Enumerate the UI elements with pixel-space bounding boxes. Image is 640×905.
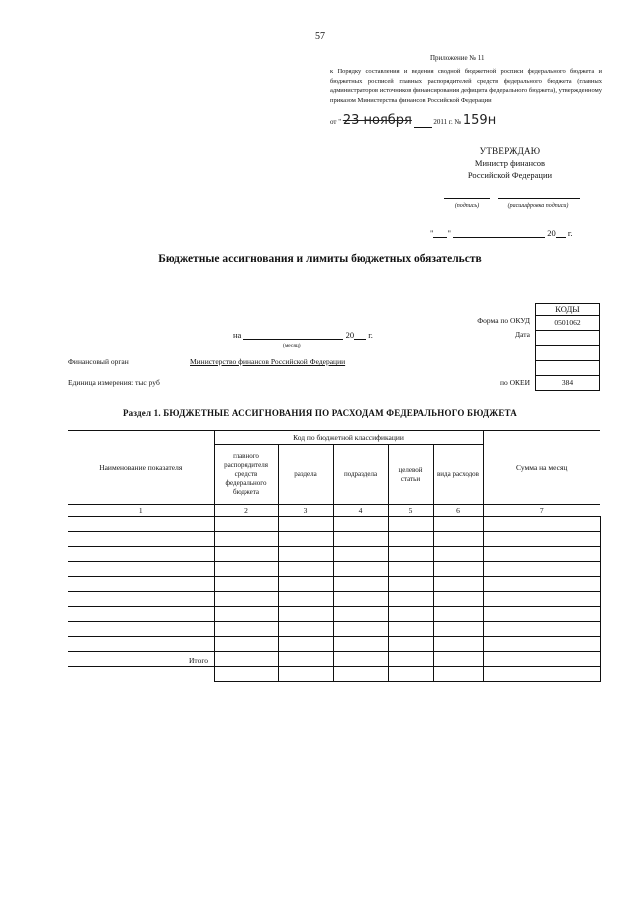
assignments-table	[68, 430, 601, 682]
table-cell	[278, 592, 333, 607]
table-cell	[278, 532, 333, 547]
order-year: 2011 г. №	[433, 118, 462, 126]
table-cell	[333, 547, 388, 562]
total-label: Итого	[189, 656, 208, 665]
table-cell	[214, 637, 278, 652]
table-cell	[333, 607, 388, 622]
date-suffix: г.	[567, 228, 573, 238]
okud-code: 0501062	[536, 316, 599, 331]
table-cell	[388, 622, 433, 637]
table-row	[68, 517, 600, 532]
table-cell	[433, 652, 483, 667]
table-cell	[388, 532, 433, 547]
approval-organization: Российской Федерации	[467, 170, 553, 180]
table-cell	[333, 517, 388, 532]
col-number: 6	[433, 505, 483, 517]
col-number: 5	[388, 505, 433, 517]
signature-caption: (подпись)	[454, 203, 480, 209]
table-cell	[68, 637, 214, 652]
fin-organ-label: Финансовый орган	[68, 357, 129, 366]
table-cell	[483, 652, 600, 667]
approval-title: УТВЕРЖДАЮ	[479, 146, 541, 156]
unit-label: Единица измерения: тыс руб	[68, 378, 160, 387]
table-cell	[433, 517, 483, 532]
table-cell	[214, 652, 278, 667]
approval-position: Министр финансов	[474, 158, 546, 168]
col-main-manager-header: главного распорядителя средств федерального бюджета	[214, 445, 278, 505]
table-cell	[433, 622, 483, 637]
table-cell	[278, 562, 333, 577]
month-blank	[453, 228, 545, 238]
table-row	[68, 547, 600, 562]
okei-label: по ОКЕИ	[499, 378, 530, 387]
order-date-handwritten: 23 ноября	[342, 113, 412, 128]
document-title: Бюджетные ассигнования и лимиты бюджетных обязательств	[158, 253, 482, 265]
order-date-blank	[414, 127, 432, 128]
decoding-caption: (расшифровка подписи)	[507, 203, 569, 209]
order-prefix: от "	[330, 118, 342, 126]
table-cell	[483, 517, 600, 532]
table-cell	[333, 532, 388, 547]
table-cell	[433, 637, 483, 652]
table-row	[68, 637, 600, 652]
order-number-handwritten: 159н	[462, 113, 497, 128]
section-title: Раздел 1. БЮДЖЕТНЫЕ АССИГНОВАНИЯ ПО РАСХОДАМ ФЕДЕРАЛЬНОГО БЮДЖЕТА	[122, 408, 518, 418]
period-month-blank	[243, 330, 343, 340]
code-cell-3	[536, 346, 599, 361]
table-cell	[68, 517, 214, 532]
col-expense-type-header: вида расходов	[433, 445, 483, 505]
table-cell	[278, 547, 333, 562]
table-cell	[388, 652, 433, 667]
table-cell	[433, 592, 483, 607]
col-sum-header: Сумма на месяц	[483, 431, 600, 505]
approval-date: " " 20 г.	[430, 228, 573, 238]
table-cell	[214, 607, 278, 622]
col-number: 4	[333, 505, 388, 517]
table-cell	[483, 592, 600, 607]
group-header: Код по бюджетной классификации	[214, 431, 483, 445]
table-cell	[214, 517, 278, 532]
date-label: Дата	[515, 330, 530, 339]
period-suffix: г.	[368, 330, 373, 340]
table-cell	[483, 577, 600, 592]
fin-organ-value: Министерство финансов Российской Федерации	[190, 357, 346, 366]
table-cell	[278, 637, 333, 652]
period-line	[233, 330, 373, 340]
table-cell	[68, 607, 214, 622]
table-cell	[333, 562, 388, 577]
table-cell	[483, 622, 600, 637]
day-blank	[433, 228, 447, 238]
table-cell	[433, 562, 483, 577]
table-cell	[68, 622, 214, 637]
date-code	[536, 331, 599, 346]
table-cell	[214, 622, 278, 637]
col-subsection-header: подраздела	[333, 445, 388, 505]
table-row	[68, 532, 600, 547]
table-cell	[388, 637, 433, 652]
decoding-line	[498, 198, 580, 199]
page-number: 57	[315, 31, 325, 42]
table-cell	[68, 547, 214, 562]
table-body	[68, 517, 600, 667]
col-number: 1	[68, 505, 214, 517]
table-cell	[483, 532, 600, 547]
table-cell	[68, 562, 214, 577]
table-cell	[333, 592, 388, 607]
table-cell	[68, 592, 214, 607]
table-cell	[483, 637, 600, 652]
order-reference	[330, 113, 496, 128]
table-cell	[433, 532, 483, 547]
table-row	[68, 592, 600, 607]
table-cell	[214, 592, 278, 607]
table-cell	[214, 532, 278, 547]
table-cell	[388, 607, 433, 622]
table-cell	[433, 607, 483, 622]
table-cell	[214, 577, 278, 592]
table-cell	[483, 547, 600, 562]
col-number: 3	[278, 505, 333, 517]
table-cell	[483, 607, 600, 622]
table-cell	[214, 562, 278, 577]
table-cell	[278, 622, 333, 637]
table-cell	[278, 607, 333, 622]
table-cell	[483, 562, 600, 577]
col-number: 7	[483, 505, 600, 517]
table-cell	[388, 517, 433, 532]
month-caption: (месяц)	[283, 343, 301, 349]
total-label-cell	[68, 667, 214, 682]
col-name-header: Наименование показателя	[68, 431, 214, 505]
col-section-header: раздела	[278, 445, 333, 505]
period-year-blank	[354, 330, 366, 340]
period-prefix: на	[233, 330, 242, 340]
column-numbers-row	[68, 505, 600, 517]
approval-block	[430, 145, 590, 181]
table-row	[68, 622, 600, 637]
table-cell	[278, 517, 333, 532]
codes-header: КОДЫ	[535, 303, 600, 316]
col-number: 2	[214, 505, 278, 517]
okei-code: 384	[561, 378, 574, 387]
table-cell	[278, 652, 333, 667]
total-cell	[483, 667, 600, 682]
year-blank	[556, 228, 566, 238]
table-cell	[388, 577, 433, 592]
total-cell	[214, 667, 278, 682]
table-cell	[214, 547, 278, 562]
total-cell	[333, 667, 388, 682]
table-cell	[433, 577, 483, 592]
appendix-number: Приложение № 11	[430, 54, 485, 62]
okud-label: Форма по ОКУД	[477, 316, 530, 325]
table-cell	[388, 592, 433, 607]
table-row	[68, 577, 600, 592]
col-target-header: целевой статьи	[388, 445, 433, 505]
table-cell	[333, 577, 388, 592]
total-cell	[388, 667, 433, 682]
period-year: 20	[345, 330, 355, 340]
total-cell	[433, 667, 483, 682]
total-row	[68, 667, 600, 682]
table-cell	[333, 652, 388, 667]
table-cell	[68, 577, 214, 592]
table-cell	[333, 622, 388, 637]
date-year: 20	[547, 228, 556, 238]
table-cell	[333, 637, 388, 652]
table-cell	[433, 547, 483, 562]
signature-line	[444, 198, 490, 199]
table-cell	[388, 562, 433, 577]
code-cell-4	[536, 361, 599, 376]
codes-box	[535, 315, 600, 391]
table-cell	[388, 547, 433, 562]
appendix-text: к Порядку составления и ведения сводной бюджетной росписи федерального бюджета и бюджетных росписей главных распорядителей средств федерального бюджета (главных администраторов источников финансирования дефицита федерального бюджета), утвержденному приказом Министерства финансов Российской Федерации	[330, 68, 602, 104]
table-row	[68, 607, 600, 622]
table-cell	[68, 532, 214, 547]
table-cell	[278, 577, 333, 592]
total-cell	[278, 667, 333, 682]
table-row	[68, 562, 600, 577]
